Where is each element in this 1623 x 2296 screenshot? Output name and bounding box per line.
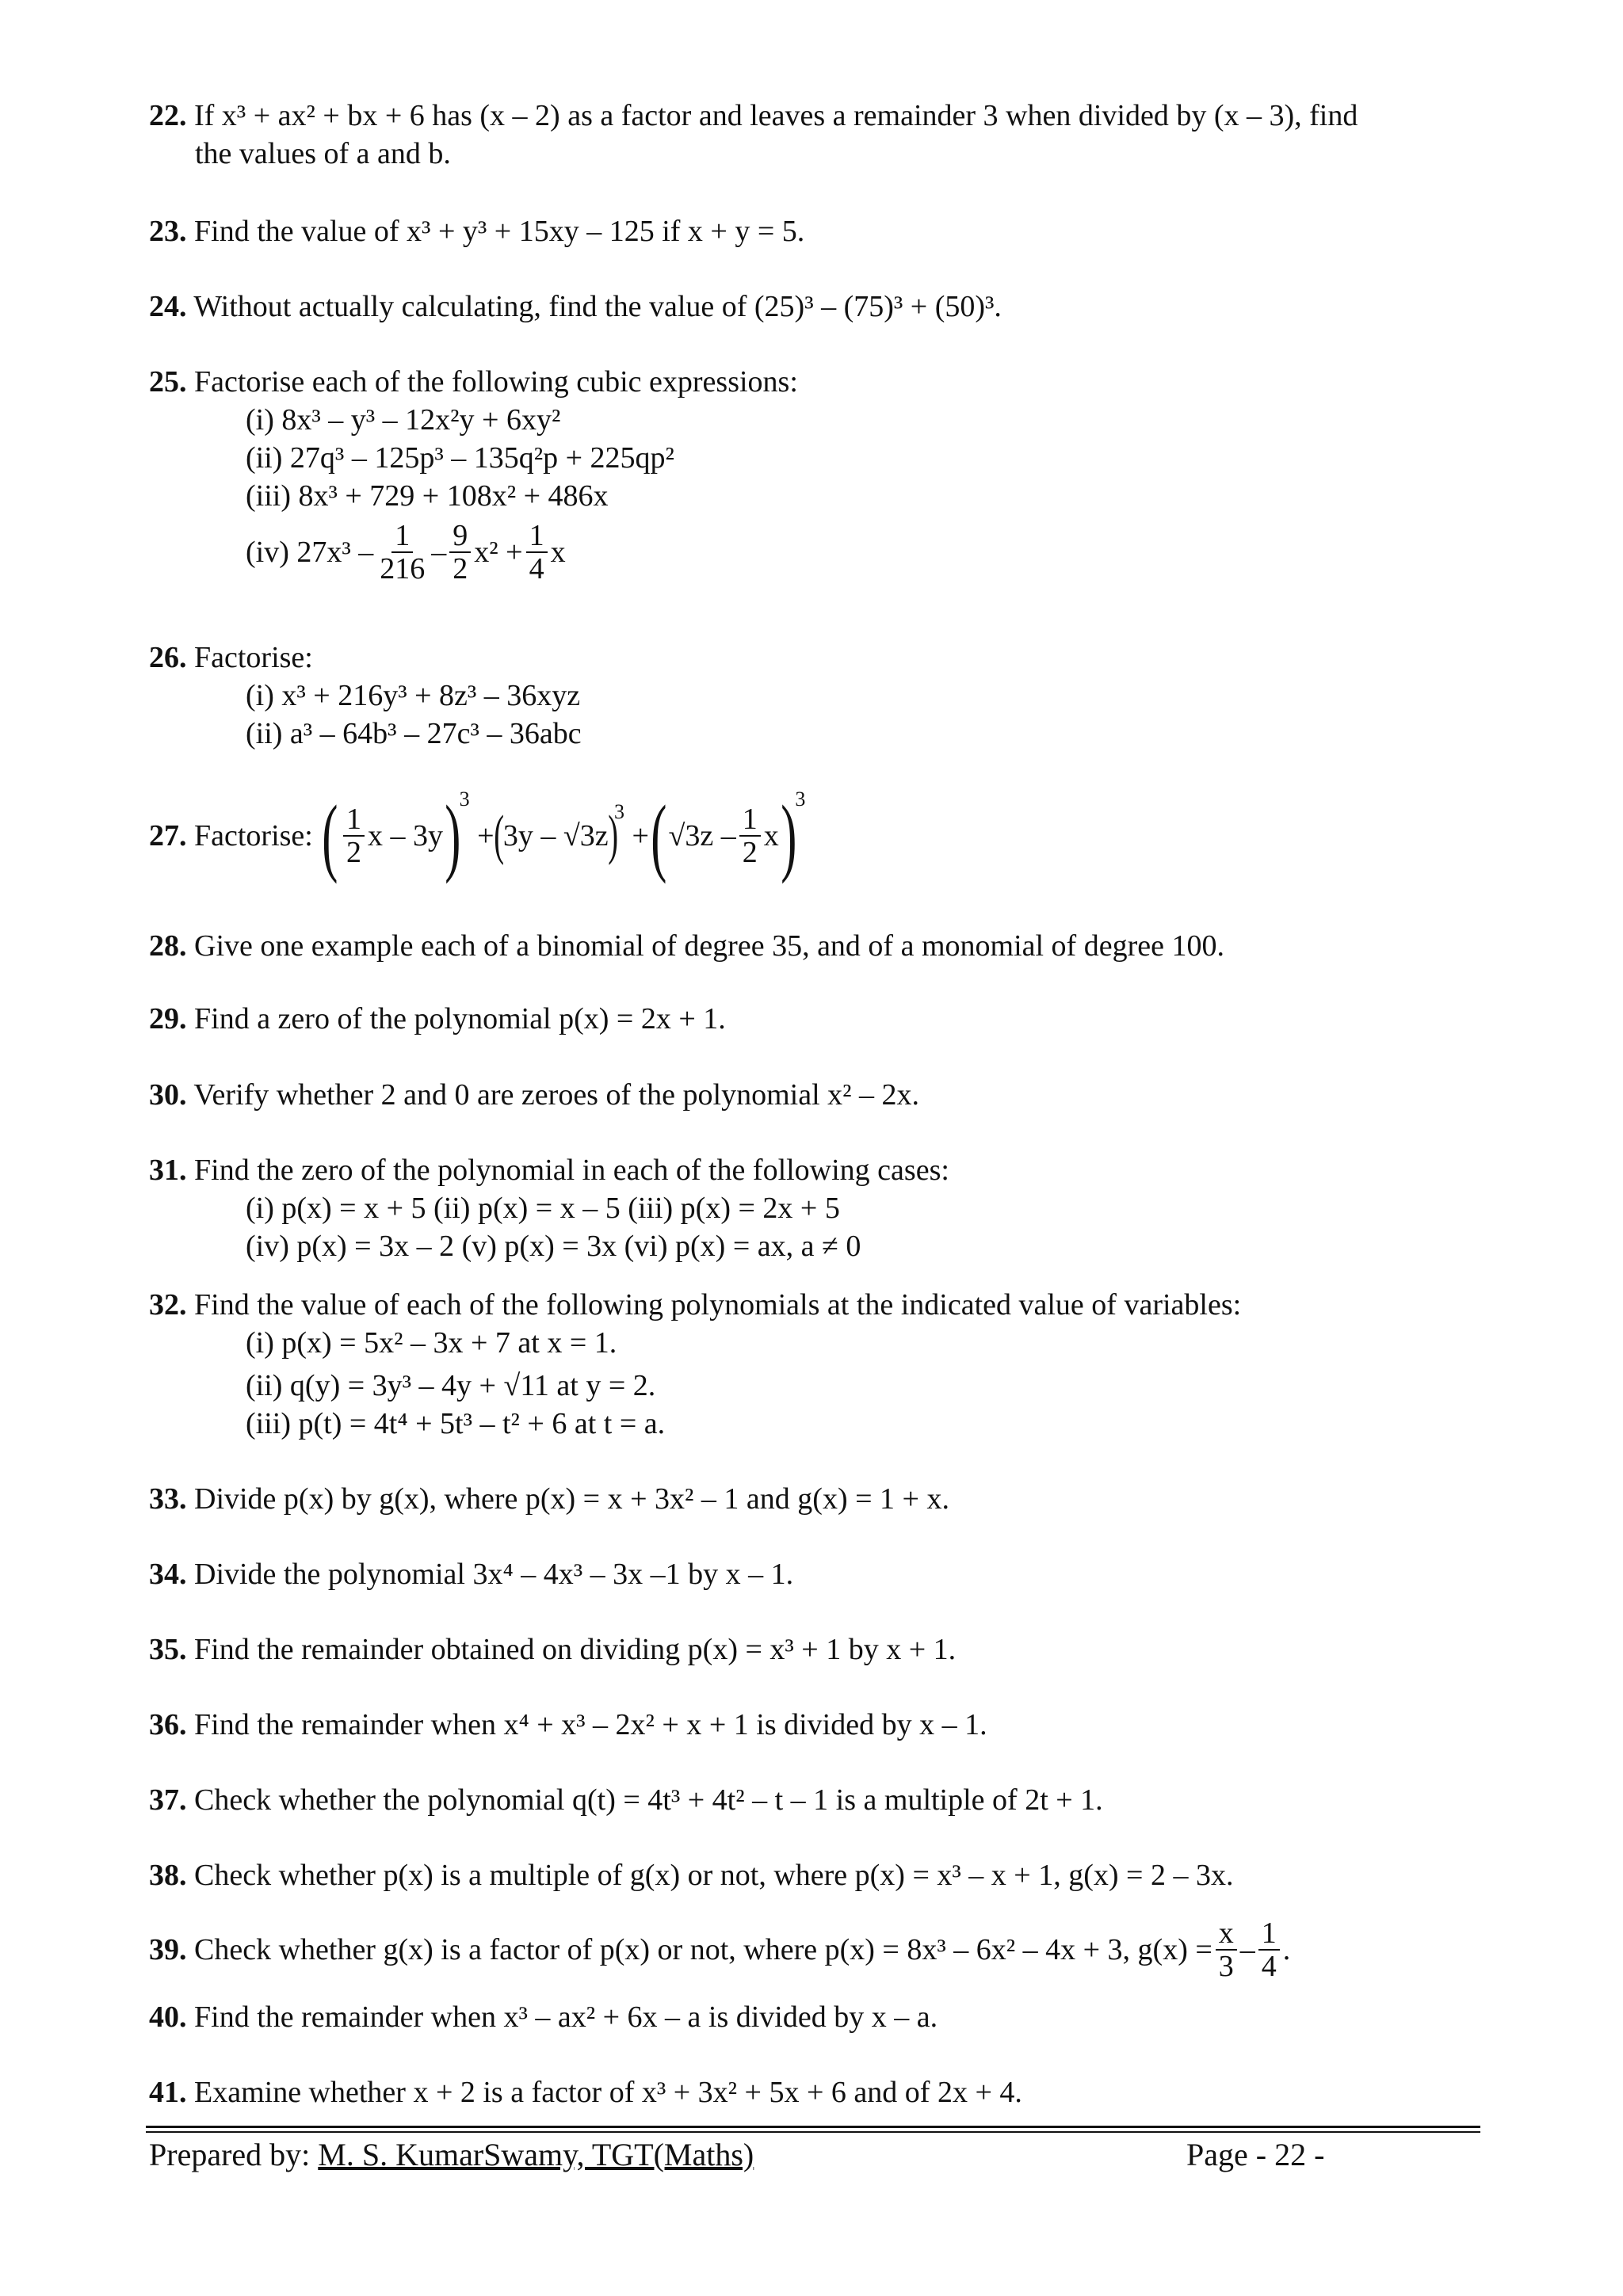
question-number: 35. (149, 1633, 187, 1666)
fraction (526, 520, 548, 585)
numerator: 1 (1258, 1917, 1280, 1951)
question-34 (149, 1555, 1496, 1593)
question-text: Without actually calculating, find the value of (25)³ – (75)³ + (50)³. (193, 290, 1002, 323)
question-41 (149, 2073, 1496, 2111)
left-paren: ( (651, 788, 667, 884)
expr-term: x² + (474, 536, 523, 569)
numerator: 1 (343, 803, 365, 837)
fraction (376, 520, 428, 585)
question-number: 32. (149, 1288, 187, 1322)
question-text: Give one example each of a binomial of degree 35, and of a monomial of degree 100. (194, 929, 1224, 963)
expr-term: x (763, 819, 779, 852)
left-paren: ( (493, 805, 504, 866)
question-text: Find the remainder when x³ – ax² + 6x – a is divided by x – a. (194, 2000, 938, 2034)
question-number: 26. (149, 641, 187, 674)
question-number: 22. (149, 99, 187, 132)
question-text: Examine whether x + 2 is a factor of x³ + 3x² + 5x + 6 and of 2x + 4. (194, 2076, 1022, 2109)
question-number: 34. (149, 1558, 187, 1591)
denominator: 3 (1218, 1950, 1234, 1983)
subpart-label: (iv) (246, 536, 289, 569)
denominator: 2 (742, 836, 758, 869)
denominator: 2 (346, 836, 361, 869)
subpart-line: (i) p(x) = x + 5 (ii) p(x) = x – 5 (iii) p(x) = 2x + 5 (246, 1192, 840, 1225)
fraction (739, 803, 761, 868)
right-paren: ) (445, 788, 461, 884)
question-number: 40. (149, 2000, 187, 2034)
expr-term: x – 3y (368, 819, 443, 852)
numerator: 1 (526, 520, 548, 553)
fraction (449, 520, 471, 585)
question-40 (149, 1998, 1496, 2036)
question-text: Find a zero of the polynomial p(x) = 2x + 1. (194, 1002, 726, 1035)
numerator: 9 (449, 520, 471, 553)
question-28 (149, 927, 1496, 965)
fraction (1216, 1917, 1237, 1982)
question-31 (149, 1151, 1496, 1265)
expr-op: – (431, 536, 447, 569)
question-text: Factorise: (194, 819, 313, 852)
fraction (343, 803, 365, 868)
denominator: 4 (1261, 1950, 1277, 1983)
expr-term: x (550, 536, 566, 569)
question-text: Check whether p(x) is a multiple of g(x) or not, where p(x) = x³ – x + 1, g(x) = 2 – 3x. (194, 1859, 1234, 1892)
subpart-line: (iv) p(x) = 3x – 2 (v) p(x) = 3x (vi) p(x) = ax, a ≠ 0 (246, 1230, 861, 1263)
question-25 (149, 363, 1496, 585)
question-number: 41. (149, 2076, 187, 2109)
exponent: 3 (613, 800, 624, 823)
expr-op: + (632, 819, 649, 852)
question-number: 27. (149, 819, 187, 852)
question-36 (149, 1706, 1496, 1744)
expr-term: 3y – √3z (502, 819, 609, 852)
question-22 (149, 97, 1496, 173)
subpart-i: (i) p(x) = 5x² – 3x + 7 at x = 1. (246, 1326, 617, 1360)
expr-term: 27x³ – (296, 536, 374, 569)
question-text: Check whether g(x) is a factor of p(x) or not, where p(x) = 8x³ – 6x² – 4x + 3, g(x) = (194, 1933, 1212, 1966)
footer-prefix: Prepared by: (149, 2137, 319, 2172)
question-30 (149, 1076, 1496, 1114)
expr-op: – (1239, 1933, 1255, 1966)
question-33 (149, 1480, 1496, 1518)
numerator: x (1216, 1917, 1237, 1951)
subpart-i: (i) 8x³ – y³ – 12x²y + 6xy² (246, 403, 561, 437)
question-text: Verify whether 2 and 0 are zeroes of the polynomial x² – 2x. (193, 1078, 920, 1112)
subpart-iii: (iii) 8x³ + 729 + 108x² + 486x (246, 479, 609, 513)
expr-term: √3z – (668, 819, 736, 852)
subpart-i: (i) x³ + 216y³ + 8z³ – 36xyz (246, 679, 581, 712)
denominator: 4 (529, 552, 544, 585)
left-paren: ( (322, 788, 338, 884)
question-text: Check whether the polynomial q(t) = 4t³ + 4t² – t – 1 is a multiple of 2t + 1. (194, 1783, 1103, 1817)
numerator: 1 (391, 520, 413, 553)
subpart-iv (149, 520, 1496, 585)
question-text: Factorise each of the following cubic expressions: (194, 365, 798, 399)
subpart-iii: (iii) p(t) = 4t⁴ + 5t³ – t² + 6 at t = a. (246, 1407, 666, 1440)
question-39 (149, 1917, 1496, 1982)
denominator: 216 (380, 552, 426, 585)
footer-rule-top (146, 2126, 1480, 2128)
numerator: 1 (739, 803, 761, 837)
question-35 (149, 1630, 1496, 1669)
footer-author: M. S. KumarSwamy, TGT(Maths) (318, 2137, 754, 2172)
question-number: 29. (149, 1002, 187, 1035)
expr-op: + (477, 819, 495, 852)
question-text: Factorise: (194, 641, 313, 674)
question-number: 33. (149, 1482, 187, 1516)
question-number: 24. (149, 290, 187, 323)
question-text: Divide p(x) by g(x), where p(x) = x + 3x² – 1 and g(x) = 1 + x. (194, 1482, 949, 1516)
question-32 (149, 1286, 1496, 1443)
question-29 (149, 1000, 1496, 1038)
question-text: Find the value of x³ + y³ + 15xy – 125 if x + y = 5. (194, 215, 805, 248)
footer-rule-bottom (146, 2131, 1480, 2133)
fraction (1258, 1917, 1280, 1982)
question-37 (149, 1781, 1496, 1819)
question-text: If x³ + ax² + bx + 6 has (x – 2) as a factor and leaves a remainder 3 when divided by (x – 3), find (194, 99, 1358, 132)
question-number: 39. (149, 1933, 187, 1966)
question-number: 36. (149, 1708, 187, 1741)
question-text: Find the remainder when x⁴ + x³ – 2x² + x + 1 is divided by x – 1. (194, 1708, 987, 1741)
subpart-ii: (ii) q(y) = 3y³ – 4y + √11 at y = 2. (246, 1369, 656, 1402)
question-number: 37. (149, 1783, 187, 1817)
question-text: Find the remainder obtained on dividing p(x) = x³ + 1 by x + 1. (194, 1633, 957, 1666)
question-number: 23. (149, 215, 187, 248)
footer (149, 2136, 1338, 2174)
page-number: Page - 22 - (1186, 2137, 1325, 2172)
question-text: Divide the polynomial 3x⁴ – 4x³ – 3x –1 by x – 1. (194, 1558, 794, 1591)
question-number: 28. (149, 929, 187, 963)
question-text-cont: the values of a and b. (195, 137, 451, 170)
question-number: 25. (149, 365, 187, 399)
question-27 (149, 788, 1496, 884)
subpart-ii: (ii) 27q³ – 125p³ – 135q²p + 225qp² (246, 441, 674, 475)
question-26 (149, 639, 1496, 753)
question-text: Find the value of each of the following polynomials at the indicated value of variables: (194, 1288, 1242, 1322)
question-text: Find the zero of the polynomial in each of the following cases: (194, 1154, 949, 1187)
question-38 (149, 1856, 1496, 1894)
question-number: 31. (149, 1154, 187, 1187)
denominator: 2 (453, 552, 468, 585)
question-number: 38. (149, 1859, 187, 1892)
right-paren: ) (607, 805, 618, 866)
subpart-ii: (ii) a³ – 64b³ – 27c³ – 36abc (246, 717, 582, 750)
exponent: 3 (459, 788, 470, 810)
question-number: 30. (149, 1078, 187, 1112)
expr-term: . (1282, 1933, 1291, 1966)
exponent: 3 (795, 788, 806, 810)
question-24 (149, 288, 1496, 326)
right-paren: ) (780, 788, 797, 884)
question-23 (149, 212, 1496, 250)
